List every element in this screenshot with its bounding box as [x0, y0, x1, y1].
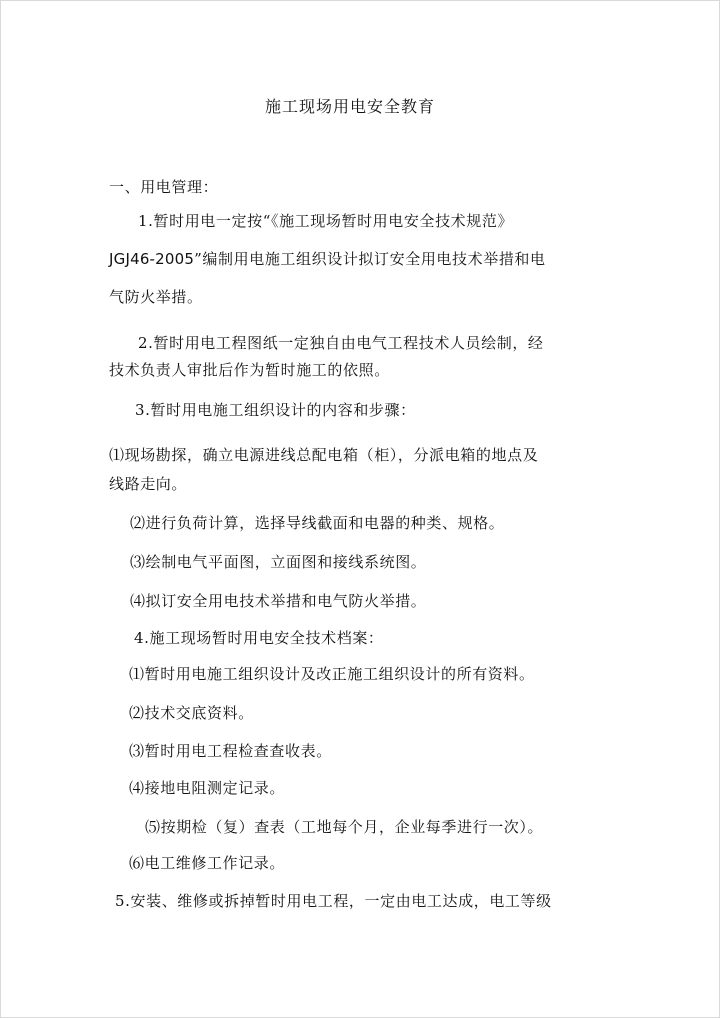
item-4: 4.施工现场暂时用电安全技术档案：	[134, 629, 384, 647]
item-2-line-2: 技术负责人审批后作为暂时施工的依照。	[109, 361, 390, 379]
item-3-sub-1-line-1: ⑴现场勘探，确立电源进线总配电箱（柜），分派电箱的地点及	[109, 446, 539, 464]
item-3-sub-4: ⑷拟订安全用电技术举措和电气防火举措。	[130, 592, 427, 610]
item-4-sub-6: ⑹电工维修工作记录。	[129, 854, 286, 872]
item-1-line-2	[109, 249, 546, 269]
item-3-sub-1-line-2: 线路走向。	[109, 475, 188, 493]
item-4-sub-3: ⑶暂时用电工程检查查收表。	[129, 742, 332, 760]
item-3: 3.暂时用电施工组织设计的内容和步骤：	[135, 401, 416, 419]
item-1-line-3: 气防火举措。	[109, 288, 203, 306]
item-1-line-1: 1.暂时用电一定按“《施工现场暂时用电安全技术规范》	[138, 212, 514, 230]
item-4-sub-5: ⑸按期检（复）查表（工地每个月，企业每季进行一次）。	[145, 818, 544, 836]
item-2-line-1: 2.暂时用电工程图纸一定独自由电气工程技术人员绘制，经	[138, 334, 544, 352]
item-1-line-2-text: ”编制用电施工组织设计拟订安全用电技术举措和电	[194, 250, 546, 268]
document-title: 施工现场用电安全教育	[265, 97, 436, 116]
item-3-sub-3: ⑶绘制电气平面图，立面图和接线系统图。	[130, 553, 427, 571]
section-heading-power-management: 一、用电管理：	[109, 178, 219, 196]
item-4-sub-4: ⑷接地电阻测定记录。	[129, 779, 286, 797]
standard-code: JGJ46-2005	[109, 250, 195, 268]
item-4-sub-1: ⑴暂时用电施工组织设计及改正施工组织设计的所有资料。	[129, 665, 535, 683]
item-3-sub-2: ⑵进行负荷计算，选择导线截面和电器的种类、规格。	[130, 514, 505, 532]
item-4-sub-2: ⑵技术交底资料。	[129, 704, 254, 722]
item-5-line-1: 5.安装、维修或拆掉暂时用电工程，一定由电工达成，电工等级	[115, 892, 552, 910]
